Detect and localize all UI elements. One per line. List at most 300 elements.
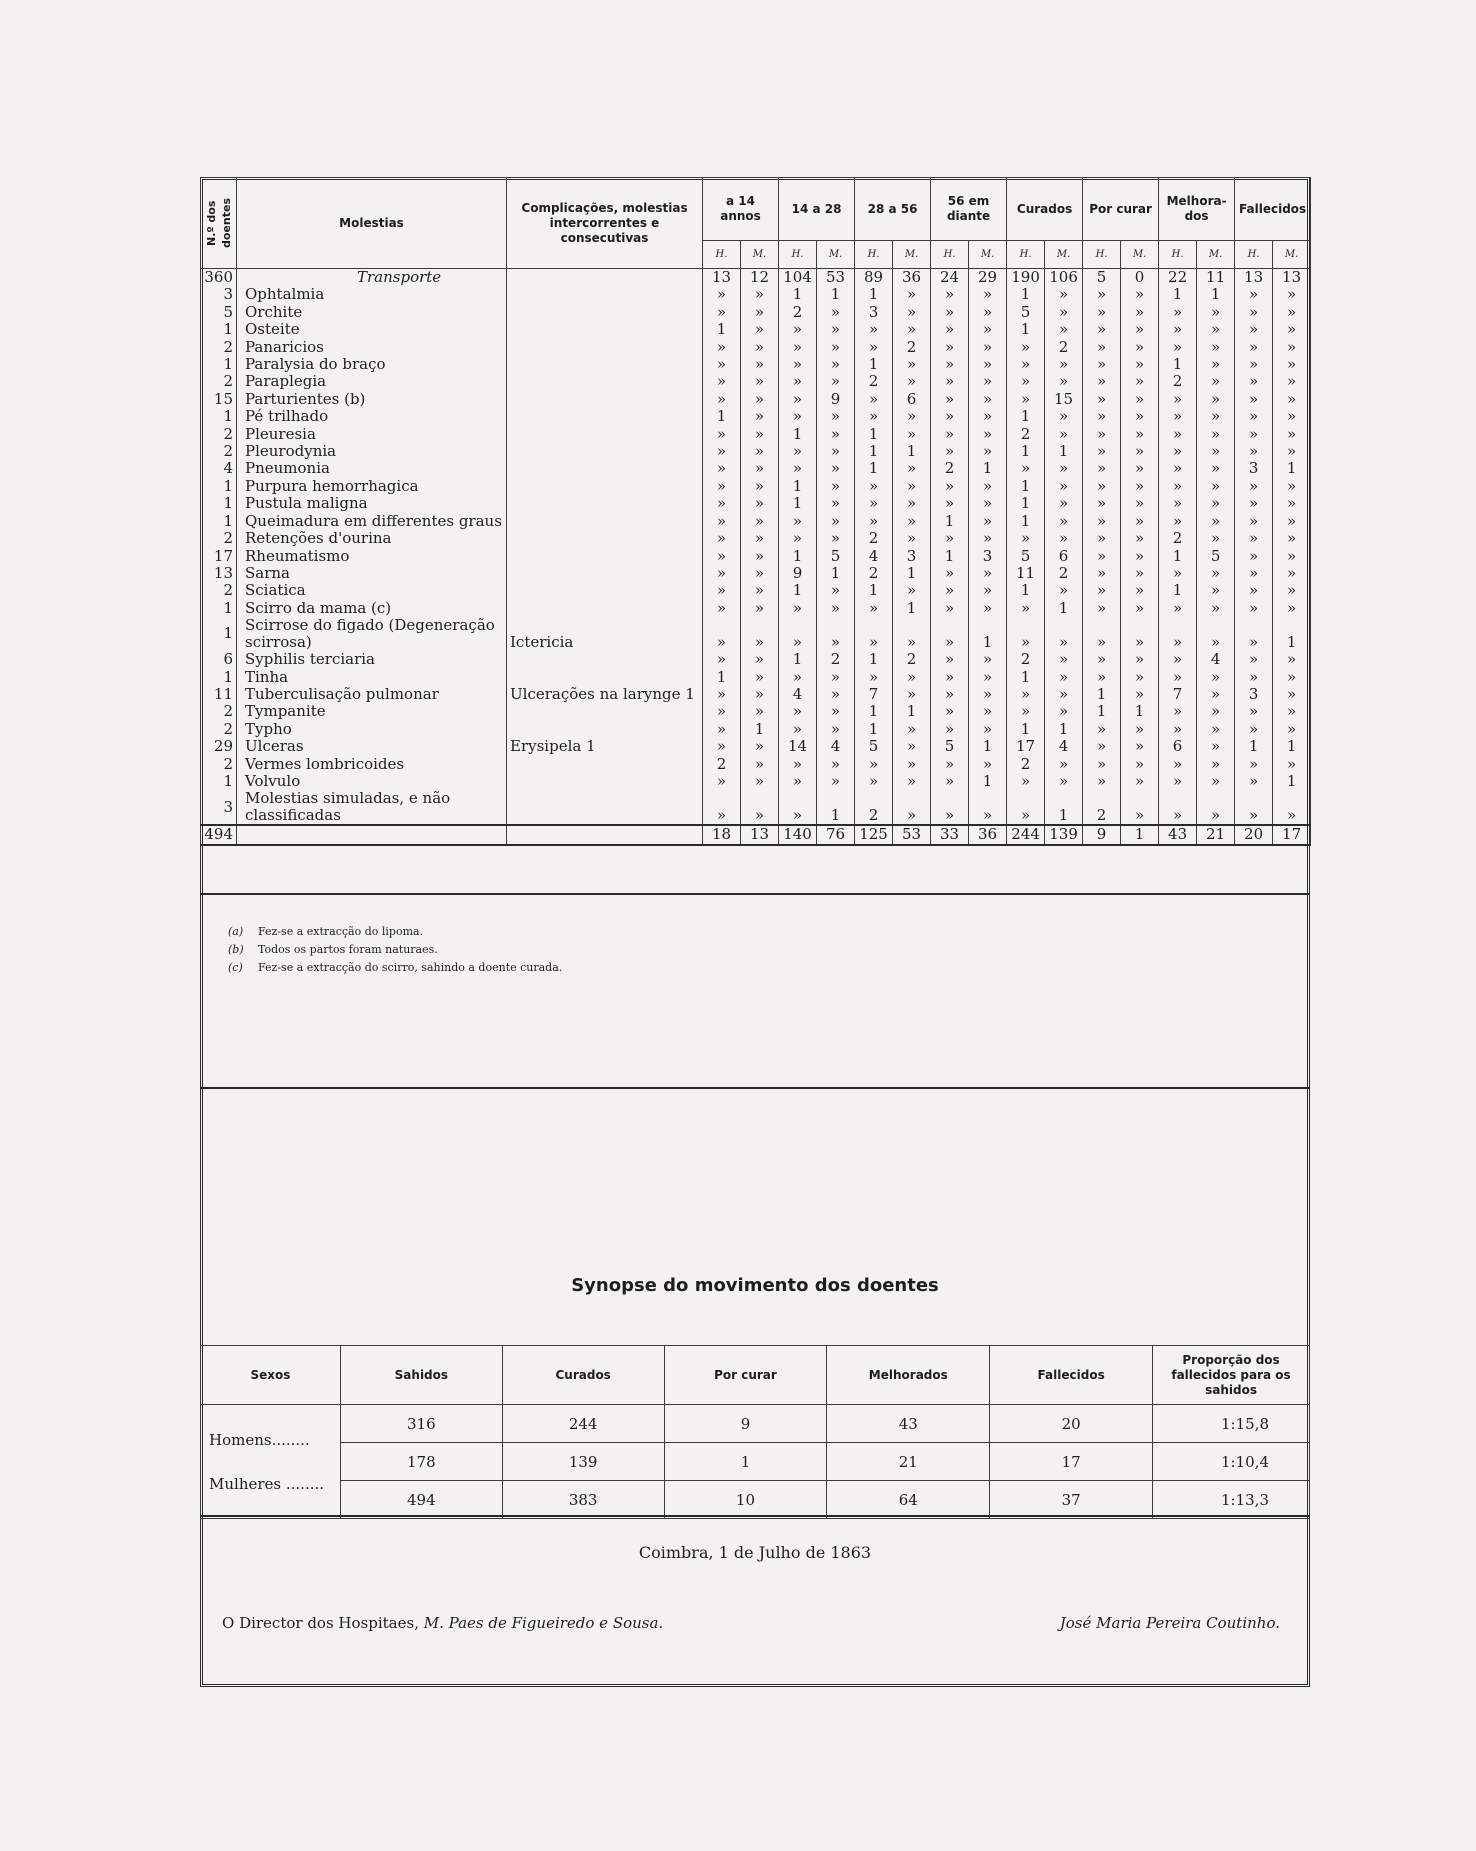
row-value: » [1159,495,1197,512]
table-row [201,548,1311,565]
footnote-text: Fez-se a extracção do lipoma. [258,925,424,938]
total-count: 494 [201,825,237,844]
footnote-text: Todos os partos foram naturaes. [258,943,438,956]
row-value: 1 [1235,738,1273,755]
row-value: 1 [1121,703,1159,720]
row-value: » [1045,756,1083,773]
row-value: » [893,773,931,790]
row-value: 1 [855,286,893,303]
row-value: 1 [969,460,1007,477]
row-disease-label: Pustula maligna [245,495,368,513]
row-value: 1 [1045,600,1083,617]
row-disease [237,703,507,720]
synopsis-value: 1:15,8 [1153,1405,1310,1443]
row-value: » [1121,356,1159,373]
row-value: » [817,373,855,390]
row-value: » [969,339,1007,356]
row-value: » [1273,478,1311,495]
row-value: » [1121,391,1159,408]
row-value: » [969,703,1007,720]
header-m: M. [1045,241,1083,269]
row-disease [237,286,507,303]
row-complication [507,356,703,373]
row-value: » [893,304,931,321]
row-value: » [1235,756,1273,773]
row-disease [237,478,507,495]
row-value: » [1235,373,1273,390]
row-value: » [817,478,855,495]
table-row [201,356,1311,373]
row-value: » [1121,408,1159,425]
row-value: 1 [817,790,855,825]
row-value: » [817,756,855,773]
total-value: 139 [1045,825,1083,844]
row-value: » [969,686,1007,703]
row-disease [237,600,507,617]
row-value: » [1235,669,1273,686]
row-value: » [741,600,779,617]
row-value: » [817,321,855,338]
row-value: 1 [1273,773,1311,790]
row-value: 2 [1045,565,1083,582]
row-value: 11 [1007,565,1045,582]
row-value: » [1045,356,1083,373]
header-h: H. [1159,241,1197,269]
row-value: » [1235,321,1273,338]
synopsis-value: 37 [990,1481,1153,1519]
row-disease-label: Pneumonia [245,460,330,478]
row-value: » [741,495,779,512]
row-value: » [1235,565,1273,582]
row-value: 1 [1045,790,1083,825]
row-value: » [855,478,893,495]
row-value: 1 [855,426,893,443]
row-complication [507,513,703,530]
row-value: » [1159,600,1197,617]
row-complication [507,582,703,599]
row-value: 4 [1197,651,1235,668]
row-complication [507,669,703,686]
row-value: » [741,356,779,373]
row-value: » [1007,356,1045,373]
row-disease [237,408,507,425]
director-line [222,1614,663,1632]
row-value: » [1083,426,1121,443]
row-value: 36 [893,269,931,287]
row-value: » [1045,426,1083,443]
row-value: » [1121,686,1159,703]
row-value: » [1159,478,1197,495]
footnote-label: (b) [228,943,244,956]
row-value: » [969,582,1007,599]
row-value: » [1273,513,1311,530]
row-value: » [931,703,969,720]
row-value: » [893,738,931,755]
row-value: » [969,286,1007,303]
row-value: » [741,738,779,755]
row-value: 1 [931,548,969,565]
row-value: » [1121,495,1159,512]
row-value: » [1045,304,1083,321]
row-value: » [1007,530,1045,547]
row-value: » [1083,513,1121,530]
row-value: 1 [855,460,893,477]
row-value: » [931,721,969,738]
row-value: » [779,790,817,825]
row-value: 2 [893,339,931,356]
row-value: » [1159,773,1197,790]
row-complication [507,304,703,321]
row-value: » [741,373,779,390]
row-value: 5 [1007,548,1045,565]
row-value: » [931,408,969,425]
header-m: M. [893,241,931,269]
row-value: 3 [1235,460,1273,477]
row-value: » [1197,426,1235,443]
row-value: » [1197,339,1235,356]
row-count: 2 [201,373,237,390]
row-value: » [931,600,969,617]
row-value: » [931,530,969,547]
row-value: 2 [893,651,931,668]
row-value: » [1273,600,1311,617]
row-value: » [741,582,779,599]
row-value: » [1235,443,1273,460]
row-value: 1 [855,703,893,720]
table-row [201,651,1311,668]
row-count: 2 [201,703,237,720]
row-complication [507,408,703,425]
row-value: » [893,790,931,825]
header-h: H. [855,241,893,269]
header-age-56-plus: 56 em diante [931,178,1007,241]
table-row [201,391,1311,408]
row-value: » [741,391,779,408]
row-value: » [855,321,893,338]
row-value: 2 [855,373,893,390]
row-value: » [1273,495,1311,512]
row-value: 1 [931,513,969,530]
row-value: » [969,443,1007,460]
row-value: » [1083,443,1121,460]
synopsis-value: 17 [990,1443,1153,1481]
row-count: 3 [201,790,237,825]
row-value: » [1235,530,1273,547]
row-value: » [855,773,893,790]
row-value: » [779,443,817,460]
total-value: 125 [855,825,893,844]
total-value: 9 [1083,825,1121,844]
row-value: » [1197,721,1235,738]
row-value: » [817,513,855,530]
row-value: » [779,773,817,790]
row-value: 24 [931,269,969,287]
total-value: 21 [1197,825,1235,844]
row-value: 15 [1045,391,1083,408]
row-complication [507,495,703,512]
row-value: » [1045,669,1083,686]
row-value: » [1197,356,1235,373]
row-value: » [1273,669,1311,686]
row-disease-label: Tinha [245,668,289,686]
row-value: » [1159,304,1197,321]
row-value: 5 [855,738,893,755]
row-value: » [741,651,779,668]
row-value: » [893,756,931,773]
row-value: » [1045,513,1083,530]
row-count: 2 [201,443,237,460]
table-row [201,530,1311,547]
row-value: » [703,548,741,565]
row-count: 1 [201,321,237,338]
row-disease [237,669,507,686]
row-value: 1 [1007,478,1045,495]
header-m: M. [1197,241,1235,269]
row-disease [237,530,507,547]
row-value: » [931,478,969,495]
synopsis-header: Por curar [664,1346,827,1405]
table-row [201,565,1311,582]
row-value: » [1197,669,1235,686]
row-value: 1 [779,495,817,512]
row-complication [507,721,703,738]
row-disease-label: Paraplegia [245,373,327,391]
row-value: » [1083,773,1121,790]
row-value: » [893,356,931,373]
row-value: » [1121,286,1159,303]
row-value: 1 [1007,669,1045,686]
row-value: » [1083,478,1121,495]
row-value: 1 [817,286,855,303]
row-value: » [779,339,817,356]
header-h: H. [779,241,817,269]
row-value: » [1235,495,1273,512]
row-value: » [1273,304,1311,321]
row-value: » [969,756,1007,773]
row-value: » [1235,703,1273,720]
row-value: 3 [855,304,893,321]
row-disease-label: Transporte [357,268,442,286]
row-value: » [1273,373,1311,390]
row-value: » [1235,391,1273,408]
header-age-14-28: 14 a 28 [779,178,855,241]
row-value: 1 [1273,460,1311,477]
synopsis-table [200,1345,1310,1519]
row-disease-label: Purpura hemorrhagica [245,477,419,495]
synopsis-bottom-rule [200,1515,1310,1517]
row-value: » [893,721,931,738]
table-row [201,703,1311,720]
row-value: » [779,321,817,338]
row-value: » [931,321,969,338]
row-value: » [1159,669,1197,686]
header-curados: Curados [1007,178,1083,241]
row-disease-label: Parturientes (b) [245,390,366,408]
label-homens: Homens........ [209,1430,310,1449]
row-value: » [779,756,817,773]
row-value: » [1045,408,1083,425]
row-value: » [1121,669,1159,686]
row-value: 1 [969,617,1007,651]
row-disease [237,756,507,773]
row-value: » [931,356,969,373]
row-value: » [817,703,855,720]
row-count: 29 [201,738,237,755]
synopsis-value: 1:10,4 [1153,1443,1310,1481]
header-m: M. [1273,241,1311,269]
row-disease [237,356,507,373]
row-value: 106 [1045,269,1083,287]
row-complication [507,756,703,773]
row-disease-label: Osteite [245,321,300,339]
row-value: 11 [1197,269,1235,287]
row-value: » [1235,790,1273,825]
row-value: » [1197,738,1235,755]
row-value: » [1159,443,1197,460]
row-value: » [741,286,779,303]
row-value: » [893,373,931,390]
row-value: 6 [1045,548,1083,565]
row-value: » [817,339,855,356]
row-value: 2 [1007,651,1045,668]
total-value: 36 [969,825,1007,844]
row-value: » [1045,703,1083,720]
row-value: » [741,304,779,321]
row-value: » [1159,721,1197,738]
row-value: » [1159,565,1197,582]
row-value: 2 [1007,426,1045,443]
synopsis-value: 43 [827,1405,990,1443]
header-h: H. [931,241,969,269]
row-value: » [817,495,855,512]
row-count: 17 [201,548,237,565]
row-value: » [969,304,1007,321]
row-value: » [1197,478,1235,495]
row-value: » [1197,530,1235,547]
row-value: » [817,443,855,460]
table-row [201,304,1311,321]
row-value: » [931,790,969,825]
row-value: » [893,286,931,303]
header-m: M. [741,241,779,269]
row-value: » [703,582,741,599]
row-value: » [855,391,893,408]
row-value: » [779,391,817,408]
row-value: » [1045,617,1083,651]
synopsis-header: Proporção dos fallecidos para os sahidos [1153,1346,1310,1405]
footnote-label: (c) [228,961,243,974]
footnotes [228,925,562,979]
table-bottom-rule [200,893,1310,895]
row-value: » [1197,600,1235,617]
table-row [201,426,1311,443]
row-complication [507,339,703,356]
header-m: M. [969,241,1007,269]
row-value: » [1273,565,1311,582]
row-value: » [931,582,969,599]
row-value: 2 [1083,790,1121,825]
row-value: 4 [855,548,893,565]
row-value: 5 [1007,304,1045,321]
row-value: » [969,721,1007,738]
row-value: » [969,408,1007,425]
row-value: 1 [1045,443,1083,460]
row-value: » [1235,408,1273,425]
row-value: » [741,686,779,703]
row-value: » [1273,286,1311,303]
row-value: » [1121,756,1159,773]
row-value: 4 [1045,738,1083,755]
row-value: 1 [779,548,817,565]
row-disease-label: Panaricios [245,338,324,356]
row-value: » [855,617,893,651]
row-value: » [1197,373,1235,390]
row-disease-label: Pleurodynia [245,443,337,461]
row-value: » [1197,686,1235,703]
row-value: » [1235,773,1273,790]
row-value: » [703,426,741,443]
row-value: » [1121,582,1159,599]
row-disease-label: Tuberculisação pulmonar [245,685,439,703]
row-value: » [779,356,817,373]
row-value: » [703,460,741,477]
total-value: 17 [1273,825,1311,844]
row-disease-label: Typho [245,720,292,738]
footnote [228,943,562,956]
row-value: » [893,408,931,425]
row-value: 1 [1007,721,1045,738]
row-value: » [1083,286,1121,303]
row-value: » [1159,513,1197,530]
row-value: 13 [1235,269,1273,287]
row-value: » [1045,651,1083,668]
row-value: » [1159,651,1197,668]
row-value: 1 [703,669,741,686]
row-complication [507,443,703,460]
row-count: 1 [201,478,237,495]
row-value: 1 [1083,686,1121,703]
row-value: » [1007,773,1045,790]
synopsis-value: 178 [340,1443,502,1481]
row-value: 13 [1273,269,1311,287]
row-value: » [1083,651,1121,668]
row-value: » [855,756,893,773]
row-disease [237,269,507,287]
row-value: » [1045,460,1083,477]
row-disease [237,321,507,338]
row-value: » [1007,617,1045,651]
row-value: » [1273,756,1311,773]
notes-bottom-rule [200,1087,1310,1089]
header-fallecidos: Fallecidos [1235,178,1311,241]
row-value: 4 [817,738,855,755]
row-disease [237,738,507,755]
row-count: 1 [201,669,237,686]
row-value: » [1273,339,1311,356]
row-count: 11 [201,686,237,703]
row-value: » [779,530,817,547]
row-value: » [1121,721,1159,738]
row-complication [507,373,703,390]
row-value: » [817,460,855,477]
row-value: » [969,321,1007,338]
row-disease-label: Ophtalmia [245,286,325,304]
row-value: 1 [1273,738,1311,755]
row-value: » [817,686,855,703]
header-por-curar: Por curar [1083,178,1159,241]
row-value: » [855,408,893,425]
synopsis-header: Melhorados [827,1346,990,1405]
